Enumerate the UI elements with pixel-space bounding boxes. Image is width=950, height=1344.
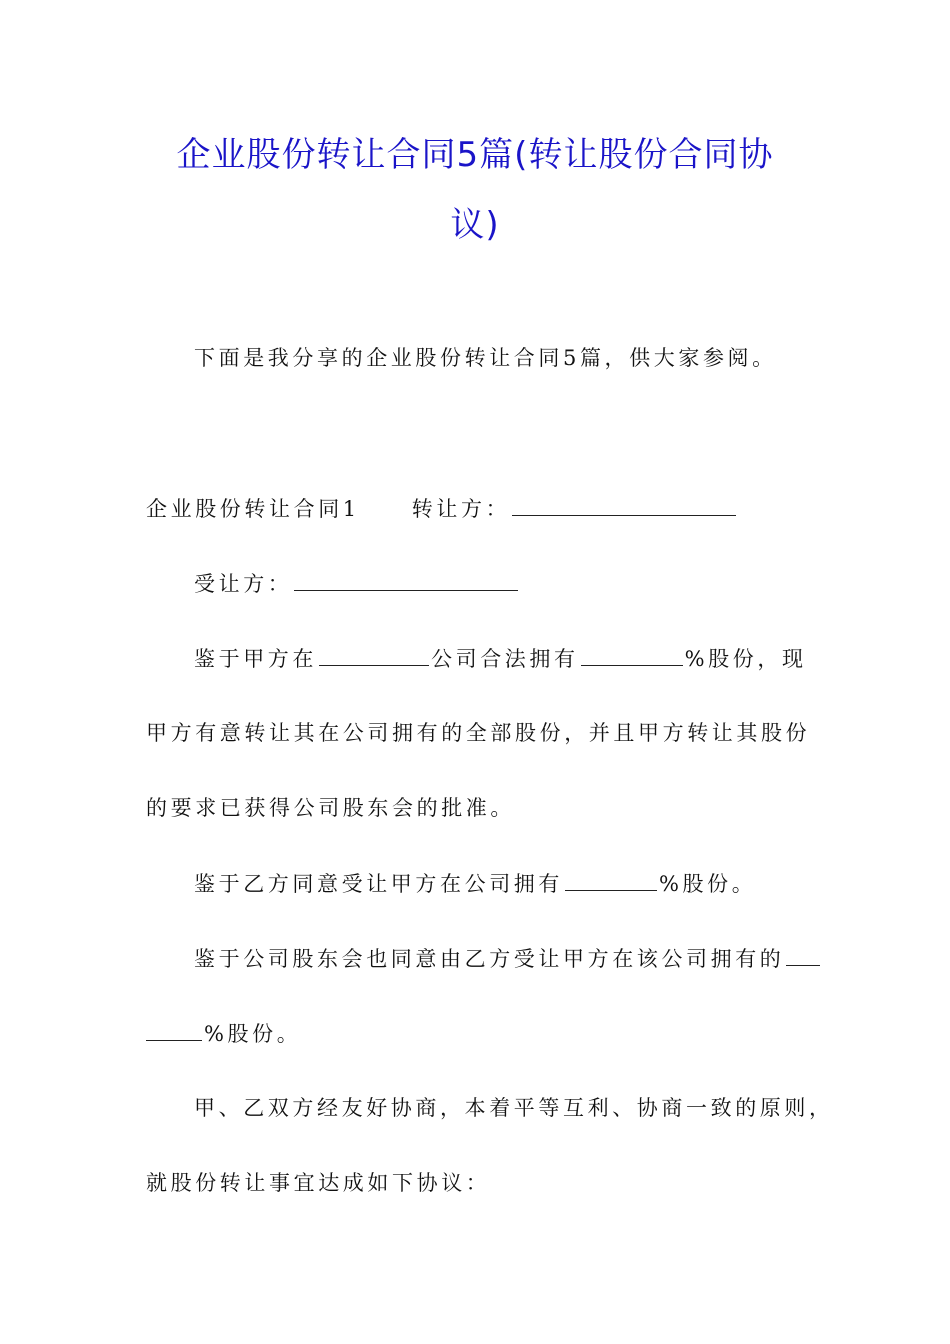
paragraph-2: [194, 868, 756, 899]
p2-text-a: 鉴于乙方同意受让甲方在公司拥有: [194, 872, 563, 896]
p3-text-a: 鉴于公司股东会也同意由乙方受让甲方在该公司拥有的: [194, 947, 785, 971]
share-percent-blank-2: [565, 868, 657, 891]
document-title-line-2: 议): [450, 205, 500, 245]
company-name-blank: [319, 643, 429, 666]
transferee-row: [194, 568, 520, 599]
p1-text-c: %股份，现: [684, 647, 807, 671]
p3-text-b: %股份。: [204, 1022, 302, 1046]
contract-heading-row: [146, 493, 738, 524]
transferor-label: 转让方：: [411, 497, 511, 521]
share-percent-blank-3a: [786, 943, 820, 966]
transferor-blank: [512, 493, 736, 516]
paragraph-1-line-2: 甲方有意转让其在公司拥有的全部股份，并且甲方转让其股份: [146, 721, 811, 745]
transferee-label: 受让方：: [194, 572, 293, 596]
paragraph-1-line-3: 的要求已获得公司股东会的批准。: [146, 796, 515, 820]
paragraph-3-line-2: [146, 1018, 301, 1049]
paragraph-1-line-1: [194, 643, 807, 674]
document-title-line-1: 企业股份转让合同5篇(转让股份合同协: [176, 135, 774, 175]
p2-text-b: %股份。: [659, 872, 757, 896]
p1-text-b: 公司合法拥有: [431, 647, 579, 671]
share-percent-blank-1: [581, 643, 683, 666]
paragraph-3-line-1: [194, 943, 822, 974]
paragraph-4-line-1: 甲、乙双方经友好协商，本着平等互利、协商一致的原则，: [194, 1096, 834, 1120]
p1-text-a: 鉴于甲方在: [194, 647, 317, 671]
intro-paragraph: 下面是我分享的企业股份转让合同5篇，供大家参阅。: [194, 346, 777, 370]
transferee-blank: [294, 568, 518, 591]
paragraph-4-line-2: 就股份转让事宜达成如下协议：: [146, 1171, 491, 1195]
contract-heading: 企业股份转让合同1: [146, 497, 360, 521]
share-percent-blank-3b: [146, 1018, 202, 1041]
